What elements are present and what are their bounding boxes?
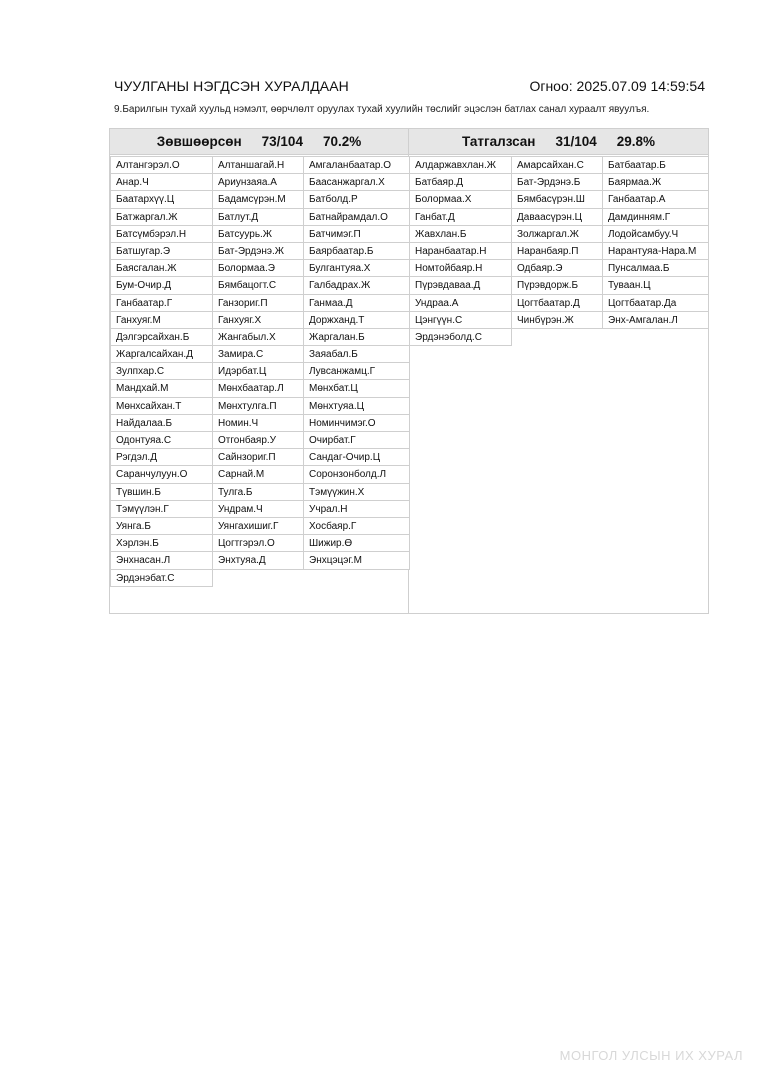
member-name-cell: Ганбаатар.Г <box>110 294 213 312</box>
member-name-cell: Алтангэрэл.О <box>110 156 213 174</box>
member-name-cell: Тулга.Б <box>212 483 304 501</box>
member-name-cell: Одонтуяа.С <box>110 431 213 449</box>
member-name-cell: Чинбүрэн.Ж <box>511 311 603 329</box>
member-name-cell: Бадамсүрэн.М <box>212 190 304 208</box>
member-name-cell: Саранчулуун.О <box>110 465 213 483</box>
member-name-cell: Батжаргал.Ж <box>110 208 213 226</box>
member-name-cell: Бум-Очир.Д <box>110 276 213 294</box>
member-name-cell: Батчимэг.П <box>303 225 410 243</box>
member-name-cell: Ганбаатар.А <box>602 190 709 208</box>
member-name-cell: Бат-Эрдэнэ.Б <box>511 173 603 191</box>
member-name-cell: Пүрэвдаваа.Д <box>409 276 512 294</box>
member-name-cell: Идэрбат.Ц <box>212 362 304 380</box>
member-name-cell: Амарсайхан.С <box>511 156 603 174</box>
member-name-cell: Рэгдэл.Д <box>110 448 213 466</box>
yes-votes-count: 73/104 <box>261 134 303 149</box>
member-name-cell: Соронзонболд.Л <box>303 465 410 483</box>
member-name-cell: Уянга.Б <box>110 517 213 535</box>
member-name-cell: Хосбаяр.Г <box>303 517 410 535</box>
member-name-cell: Ундрам.Ч <box>212 500 304 518</box>
member-name-cell: Пунсалмаа.Б <box>602 259 709 277</box>
member-name-cell: Энхнасан.Л <box>110 551 213 569</box>
member-name-cell: Номтойбаяр.Н <box>409 259 512 277</box>
member-name-cell: Баярбаатар.Б <box>303 242 410 260</box>
member-name-cell: Шижир.Ө <box>303 534 410 552</box>
member-name-cell: Түвшин.Б <box>110 483 213 501</box>
yes-votes-panel <box>109 128 409 614</box>
member-name-cell: Номинчимэг.О <box>303 414 410 432</box>
member-name-cell: Лодойсамбуу.Ч <box>602 225 709 243</box>
member-name-cell: Цэнгүүн.С <box>409 311 512 329</box>
member-name-cell: Лувсанжамц.Г <box>303 362 410 380</box>
member-name-cell: Баярмаа.Ж <box>602 173 709 191</box>
member-name-cell: Жаргалан.Б <box>303 328 410 346</box>
member-name-cell: Батболд.Р <box>303 190 410 208</box>
member-name-cell: Ганзориг.П <box>212 294 304 312</box>
member-name-cell: Батлут.Д <box>212 208 304 226</box>
parliament-watermark: МОНГОЛ УЛСЫН ИХ ХУРАЛ <box>559 1048 743 1063</box>
member-name-cell: Галбадрах.Ж <box>303 276 410 294</box>
member-name-cell: Уянгахишиг.Г <box>212 517 304 535</box>
member-name-cell: Туваан.Ц <box>602 276 709 294</box>
member-name-cell: Дэлгэрсайхан.Б <box>110 328 213 346</box>
yes-votes-percent: 70.2% <box>322 134 362 149</box>
session-date: Огноо: 2025.07.09 14:59:54 <box>529 78 705 94</box>
member-name-cell: Батнайрамдал.О <box>303 208 410 226</box>
member-name-cell: Даваасүрэн.Ц <box>511 208 603 226</box>
member-name-cell: Жавхлан.Б <box>409 225 512 243</box>
member-name-cell: Жангабыл.Х <box>212 328 304 346</box>
member-name-cell: Номин.Ч <box>212 414 304 432</box>
member-name-cell: Булгантуяа.Х <box>303 259 410 277</box>
member-name-cell: Золжаргал.Ж <box>511 225 603 243</box>
member-name-cell: Замира.С <box>212 345 304 363</box>
member-name-cell: Мөнхсайхан.Т <box>110 397 213 415</box>
member-name-cell: Ганхуяг.Х <box>212 311 304 329</box>
no-votes-grid <box>409 156 708 345</box>
member-name-cell: Батшугар.Э <box>110 242 213 260</box>
no-votes-count: 31/104 <box>555 134 597 149</box>
member-name-cell: Доржханд.Т <box>303 311 410 329</box>
no-votes-panel <box>409 128 709 614</box>
member-name-cell: Батсуурь.Ж <box>212 225 304 243</box>
member-name-cell: Баясгалан.Ж <box>110 259 213 277</box>
member-name-cell: Алтаншагай.Н <box>212 156 304 174</box>
member-name-cell: Алдаржавхлан.Ж <box>409 156 512 174</box>
member-name-cell: Сайнзориг.П <box>212 448 304 466</box>
member-name-cell: Тэмүүлэн.Г <box>110 500 213 518</box>
member-name-cell: Тэмүүжин.Х <box>303 483 410 501</box>
member-name-cell: Дамдинням.Г <box>602 208 709 226</box>
no-votes-label: Татгалзсан <box>461 134 536 149</box>
member-name-cell: Болормаа.Х <box>409 190 512 208</box>
member-name-cell: Амгаланбаатар.О <box>303 156 410 174</box>
page-title: ЧУУЛГАНЫ НЭГДСЭН ХУРАЛДААН <box>114 78 349 94</box>
member-name-cell: Ганбат.Д <box>409 208 512 226</box>
member-name-cell: Ганмаа.Д <box>303 294 410 312</box>
yes-votes-label: Зөвшөөрсөн <box>156 134 242 149</box>
member-name-cell: Цогтбаатар.Д <box>511 294 603 312</box>
member-name-cell: Болормаа.Э <box>212 259 304 277</box>
member-name-cell: Баатархүү.Ц <box>110 190 213 208</box>
member-name-cell: Ундраа.А <box>409 294 512 312</box>
member-name-cell: Отгонбаяр.У <box>212 431 304 449</box>
member-name-cell: Одбаяр.Э <box>511 259 603 277</box>
member-name-cell: Баасанжаргал.Х <box>303 173 410 191</box>
no-votes-header <box>409 129 708 155</box>
member-name-cell: Хэрлэн.Б <box>110 534 213 552</box>
member-name-cell: Батбаатар.Б <box>602 156 709 174</box>
member-name-cell: Ганхуяг.М <box>110 311 213 329</box>
member-name-cell: Энх-Амгалан.Л <box>602 311 709 329</box>
member-name-cell: Найдалаа.Б <box>110 414 213 432</box>
member-name-cell: Бямбацогт.С <box>212 276 304 294</box>
member-name-cell: Наранбаатар.Н <box>409 242 512 260</box>
member-name-cell: Анар.Ч <box>110 173 213 191</box>
member-name-cell: Мөнхбат.Ц <box>303 379 410 397</box>
member-name-cell: Энхтуяа.Д <box>212 551 304 569</box>
member-name-cell: Цогтгэрэл.О <box>212 534 304 552</box>
member-name-cell: Бямбасүрэн.Ш <box>511 190 603 208</box>
member-name-cell: Эрдэнэболд.С <box>409 328 512 346</box>
member-name-cell: Пүрэвдорж.Б <box>511 276 603 294</box>
member-name-cell: Батсүмбэрэл.Н <box>110 225 213 243</box>
member-name-cell: Энхцэцэг.М <box>303 551 410 569</box>
vote-subject: 9.Барилгын тухай хуульд нэмэлт, өөрчлөлт оруулах тухай хуулийн төслийг эцэслэн батлах санал хураалт явуулъя. <box>114 104 650 115</box>
member-name-cell: Заяабал.Б <box>303 345 410 363</box>
member-name-cell: Очирбат.Г <box>303 431 410 449</box>
yes-votes-header <box>110 129 408 155</box>
member-name-cell: Мандхай.М <box>110 379 213 397</box>
member-name-cell: Эрдэнэбат.С <box>110 569 213 587</box>
member-name-cell: Мөнхтуяа.Ц <box>303 397 410 415</box>
member-name-cell: Мөнхтулга.П <box>212 397 304 415</box>
no-votes-percent: 29.8% <box>616 134 656 149</box>
member-name-cell: Ариунзаяа.А <box>212 173 304 191</box>
member-name-cell: Цогтбаатар.Да <box>602 294 709 312</box>
member-name-cell: Сандаг-Очир.Ц <box>303 448 410 466</box>
member-name-cell: Зулпхар.С <box>110 362 213 380</box>
member-name-cell: Учрал.Н <box>303 500 410 518</box>
member-name-cell: Жаргалсайхан.Д <box>110 345 213 363</box>
member-name-cell: Батбаяр.Д <box>409 173 512 191</box>
member-name-cell: Бат-Эрдэнэ.Ж <box>212 242 304 260</box>
member-name-cell: Сарнай.М <box>212 465 304 483</box>
member-name-cell: Мөнхбаатар.Л <box>212 379 304 397</box>
member-name-cell: Нарантуяа-Нара.М <box>602 242 709 260</box>
member-name-cell: Наранбаяр.П <box>511 242 603 260</box>
yes-votes-grid <box>110 156 408 586</box>
